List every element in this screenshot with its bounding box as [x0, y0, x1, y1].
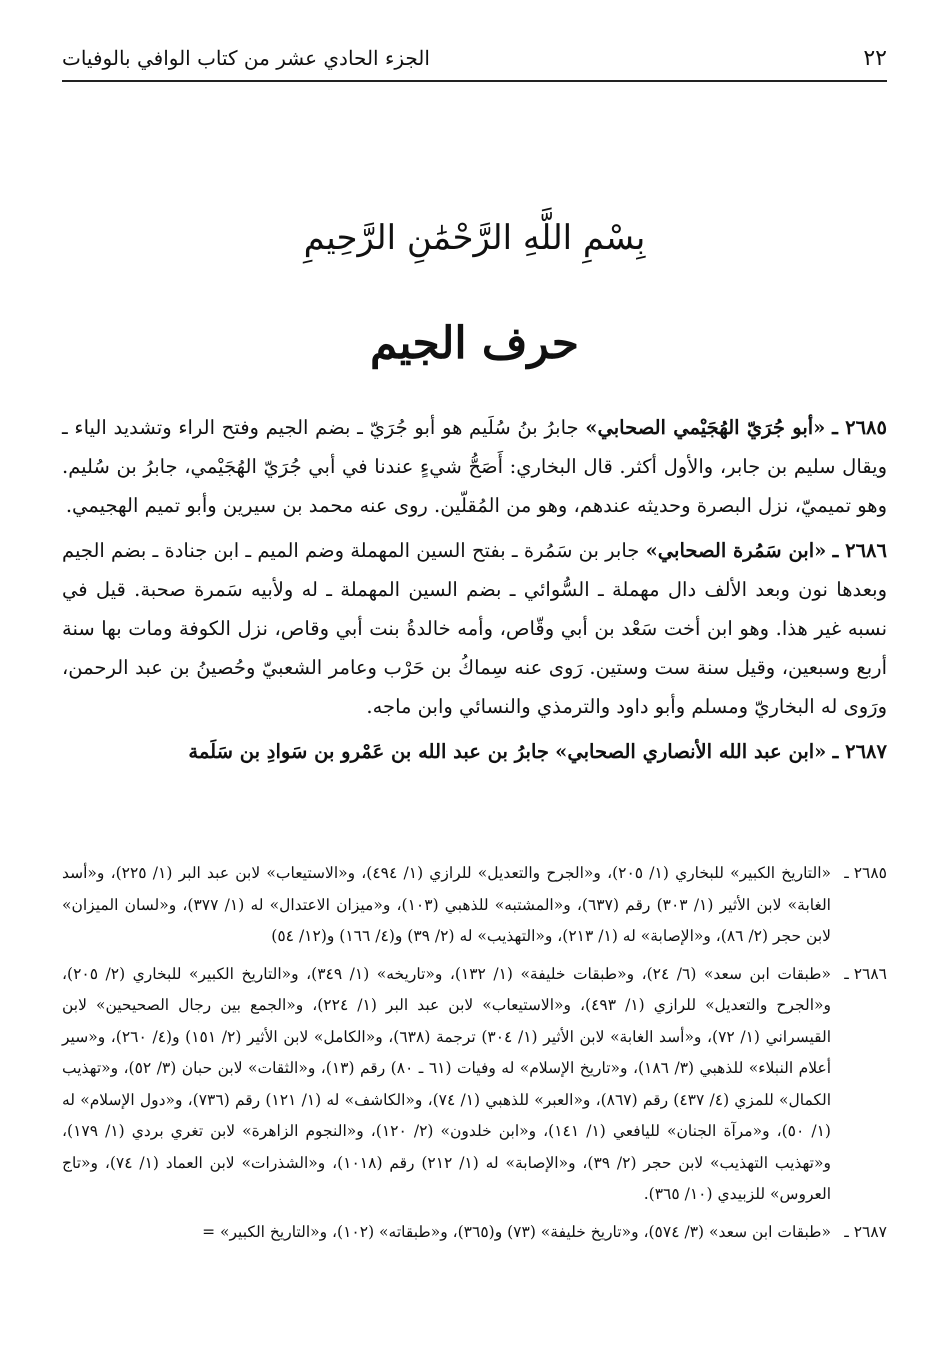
page-number: ٢٢: [863, 46, 887, 71]
entry-2686: [62, 531, 887, 726]
main-text: [62, 408, 887, 777]
entry-2687: [62, 732, 887, 771]
entry-number: ٢٦٨٥ ـ: [832, 416, 888, 439]
footnote-2686: [62, 959, 887, 1211]
footnote-2685: [62, 858, 887, 953]
entry-2685: [62, 408, 887, 525]
footnote-text: «طبقات ابن سعد» (٣/ ٥٧٤)، و«تاريخ خليفة» (٧٣) و(٣٦٥)، و«طبقاته» (١٠٢)، و«التاريخ الكبير» =: [202, 1222, 831, 1241]
footnote-number: ٢٦٨٥ ـ: [844, 864, 887, 882]
footnote-number: ٢٦٨٦ ـ: [844, 964, 887, 983]
basmala: بِسْمِ اللَّهِ الرَّحْمَٰنِ الرَّحِيمِ: [303, 218, 646, 258]
chapter-title: حرف الجيم: [370, 318, 579, 369]
entry-number: ٢٦٨٦ ـ: [832, 539, 887, 562]
footnote-text: «طبقات ابن سعد» (٦/ ٢٤)، و«طبقات خليفة» (١/ ١٣٢)، و«تاريخه» (١/ ٣٤٩)، و«التاريخ الكبير» للبخاري (٢/ ٢٠٥)، و«الجرح والتعديل» للرازي (١/ ٤٩٣)، و«الاستيعاب» لابن عبد البر (١/ ٢٢٤)، و«الجمع بين رجال الصحيحين» لابن القيسراني (١/ ٧٢)، و«أسد الغابة» لابن الأثير (١/ ٣٠٤) ترجمة (٦٣٨)، و«الكامل» لابن الأثير (٢/ ١٥١) و(٤/ ٢٦٠)، و«سير أعلام النبلاء» للذهبي (٣/ ١٨٦)، و«تاريخ الإسلام» له وفيات (٦١ ـ ٨٠) رقم (١٣)، و«الثقات» لابن حبان (٣/ ٥٢)، و«تهذيب الكمال» للمزي (٤/ ٤٣٧) رقم (٨٦٧)، و«العبر» للذهبي (١/ ٧٤)، و«الكاشف» له (١/ ١٢١) رقم (٧٣٦)، و«دول الإسلام» له (١/ ٥٠)، و«مرآة الجنان» لليافعي (١/ ١٤١)، و«ابن خلدون» (٢/ ١٢٠)، و«النجوم الزاهرة» لابن تغري بردي (١/ ١٧٩)، و«تهذيب التهذيب» لابن حجر (٢/ ٣٩)، و«الإصابة» له (١/ ٢١٢) رقم (١٠١٨)، و«الشذرات» لابن العماد (١/ ٧٤)، و«تاج العروس» للزبيدي (١٠/ ٣٦٥).: [62, 964, 832, 1203]
footnote-2687: [62, 1217, 887, 1249]
entry-heading: «ابن عبد الله الأنصاري الصحابي»: [555, 740, 827, 763]
footnote-number: ٢٦٨٧ ـ: [844, 1222, 887, 1241]
footnotes: [62, 858, 887, 1254]
entry-heading: «أبو جُرَيّ الهُجَيْمي الصحابي»: [585, 416, 826, 439]
running-header: [62, 40, 887, 82]
entry-text: جابرُ بنُ سُلَيم هو أبو جُرَيّ ـ بضم الجيم وفتح الراء وتشديد الياء ـ ويقال سليم بن جابر، والأول أكثر. قال البخاري: أَصَحُّ شيءٍ عندنا في أبي جُرَيّ الهُجَيْمي، جابرُ بن سُليم. وهو تميميّ، نزل البصرة وحديثه عندهم، وهو من المُقلّين. روى عنه محمد بن سيرين وأبو تميم الهجيمي.: [62, 416, 887, 517]
entry-text: جابر بن سَمُرة ـ بفتح السين المهملة وضم الميم ـ ابن جنادة ـ بضم الجيم وبعدها نون وبعد الألف دال مهملة ـ السُّوائي ـ بضم السين المهملة ـ له ولأبيه سَمرة صحبة. قيل في نسبه غير هذا. وهو ابن أخت سَعْد بن أبي وقّاص، وأمه خالدةُ بنت أبي وقاص، نزل الكوفة ومات بها سنة أربع وسبعين، وقيل سنة ست وستين. رَوى عنه سِماكُ بن حَرْب وعامر الشعبيّ وحُصينُ بن عبد الرحمن، ورَوى له البخاريّ ومسلم وأبو داود والترمذي والنسائي وابن ماجه.: [62, 539, 887, 718]
entry-number: ٢٦٨٧ ـ: [832, 740, 887, 763]
entry-heading: «ابن سَمُرة الصحابي»: [645, 539, 827, 562]
entry-text: جابرُ بن عبد الله بن عَمْرو بن سَوادِ بن سَلَمة: [188, 740, 549, 763]
footnote-text: «التاريخ الكبير» للبخاري (١/ ٢٠٥)، و«الجرح والتعديل» للرازي (١/ ٤٩٤)، و«الاستيعاب» لابن عبد البر (١/ ٢٢٥)، و«أسد الغابة» لابن الأثير (١/ ٣٠٣) رقم (٦٣٧)، و«المشتبه» للذهبي (١٠٣)، و«ميزان الاعتدال» له (١/ ٣٧٧)، و«لسان الميزان» لابن حجر (٢/ ٨٦)، و«الإصابة» له (١/ ٢١٣)، و«التهذيب» له (٢/ ٣٩) و(٤/ ١٦٦) و(١٢/ ٥٤): [62, 864, 831, 945]
running-title: الجزء الحادي عشر من كتاب الوافي بالوفيات: [62, 46, 430, 70]
